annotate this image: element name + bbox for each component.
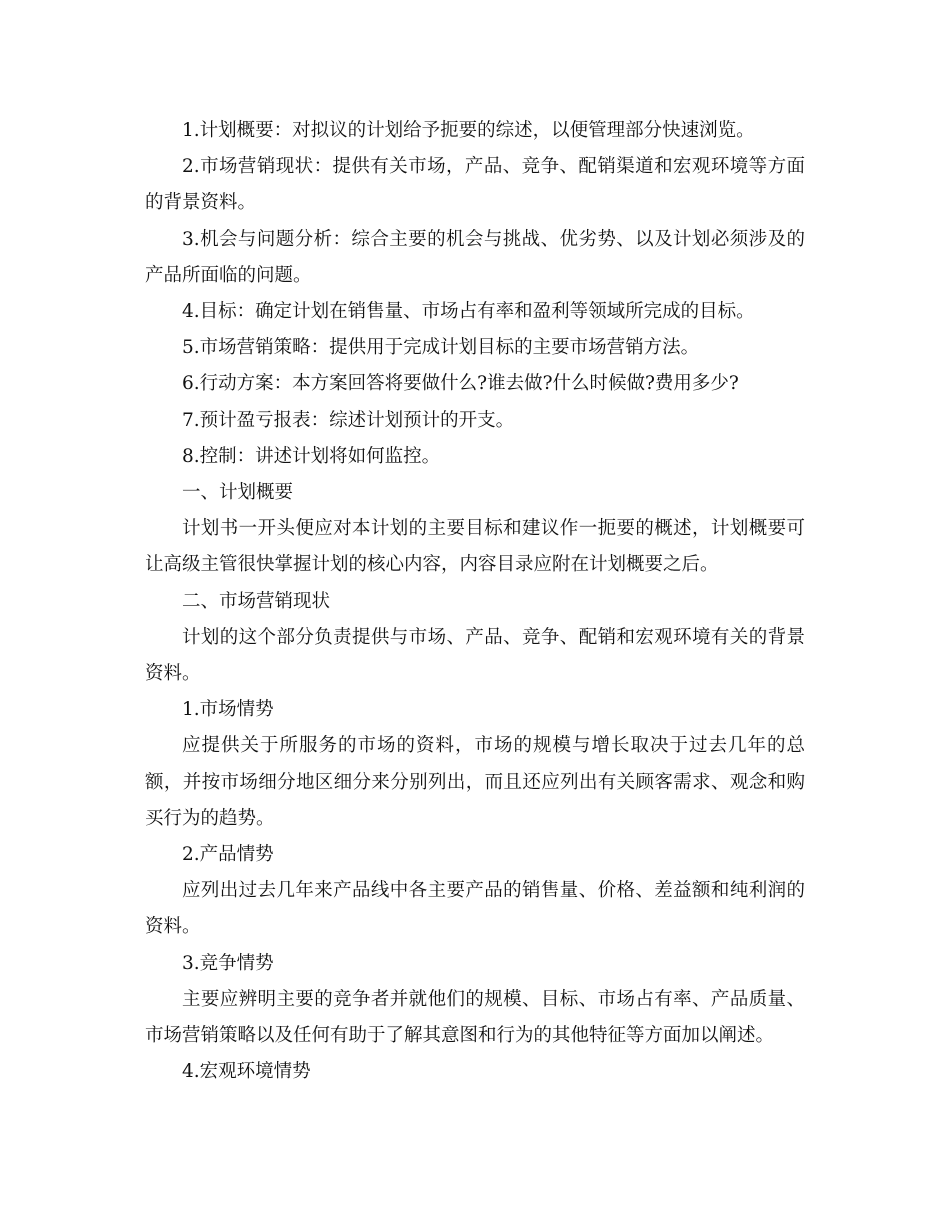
body-product-situation: 应列出过去几年来产品线中各主要产品的销售量、价格、差益额和纯利润的资料。 — [145, 880, 805, 938]
outline-item-summary: 1.计划概要：对拟议的计划给予扼要的综述，以便管理部分快速浏览。 — [182, 120, 755, 141]
outline-item-control: 8.控制：讲述计划将如何监控。 — [182, 445, 441, 467]
body-market-situation: 应提供关于所服务的市场的资料，市场的规模与增长取决于过去几年的总额，并按市场细分地区细分来分别列出，而且还应列出有关顾客需求、观念和购买行为的趋势。 — [145, 735, 805, 829]
body-competition-situation: 主要应辨明主要的竞争者并就他们的规模、目标、市场占有率、产品质量、市场营销策略以及任何有助于了解其意图和行为的其他特征等方面加以阐述。 — [145, 988, 805, 1047]
section-heading-market-status: 二、市场营销现状 — [182, 590, 331, 612]
outline-item-opportunity-analysis: 3.机会与问题分析：综合主要的机会与挑战、优劣势、以及计划必须涉及的产品所面临的问题。 — [145, 228, 805, 286]
section-body-market-status: 计划的这个部分负责提供与市场、产品、竞争、配销和宏观环境有关的背景资料。 — [145, 626, 805, 685]
outline-item-market-status: 2.市场营销现状：提供有关市场，产品、竞争、配销渠道和宏观环境等方面的背景资料。 — [145, 156, 805, 214]
outline-item-objectives: 4.目标：确定计划在销售量、市场占有率和盈利等领域所完成的目标。 — [182, 301, 755, 323]
subheading-macro-environment: 4.宏观环境情势 — [182, 1061, 311, 1083]
subheading-product-situation: 2.产品情势 — [182, 844, 274, 866]
outline-item-profit-loss: 7.预计盈亏报表：综述计划预计的开支。 — [182, 409, 515, 431]
subheading-market-situation: 1.市场情势 — [182, 699, 274, 721]
outline-item-strategy: 5.市场营销策略：提供用于完成计划目标的主要市场营销方法。 — [182, 337, 700, 359]
document-body — [145, 113, 805, 1090]
section-body-summary: 计划书一开头便应对本计划的主要目标和建议作一扼要的概述，计划概要可让高级主管很快掌握计划的核心内容，内容目录应附在计划概要之后。 — [145, 518, 805, 576]
section-heading-summary: 一、计划概要 — [182, 482, 294, 504]
subheading-competition-situation: 3.竞争情势 — [182, 952, 274, 974]
outline-item-action-plan: 6.行动方案：本方案回答将要做什么?谁去做?什么时候做?费用多少? — [182, 373, 739, 395]
